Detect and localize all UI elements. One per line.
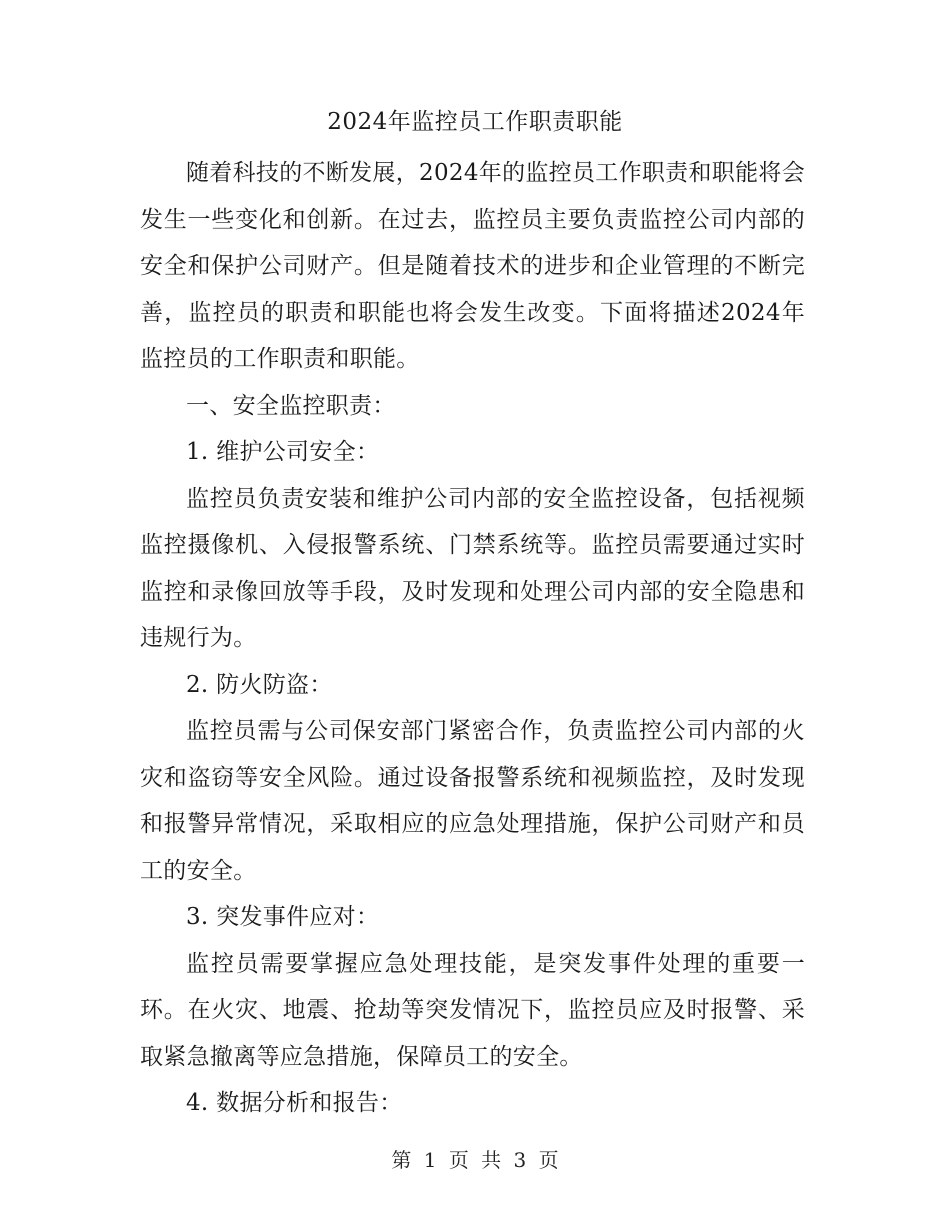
item-heading-emergency: 3. 突发事件应对： xyxy=(186,904,380,930)
document-body xyxy=(140,150,805,1127)
item-paragraph-emergency: 监控员需要掌握应急处理技能，是突发事件处理的重要一环。在火灾、地震、抢劫等突发情况下，监控员应及时报警、采取紧急撤离等应急措施，保障员工的安全。 xyxy=(140,950,805,1070)
intro-paragraph: 随着科技的不断发展，2024年的监控员工作职责和职能将会发生一些变化和创新。在过去，监控员主要负责监控公司内部的安全和保护公司财产。但是随着技术的进步和企业管理的不断完善，监控员的职责和职能也将会发生改变。下面将描述2024年监控员的工作职责和职能。 xyxy=(140,160,805,372)
page-number-footer: 第 1 页 共 3 页 xyxy=(391,1148,559,1172)
item-heading-fire-theft: 2. 防火防盗： xyxy=(186,671,333,698)
item-paragraph-fire-theft: 监控员需与公司保安部门紧密合作，负责监控公司内部的火灾和盗窃等安全风险。通过设备报警系统和视频监控，及时发现和报警异常情况，采取相应的应急处理措施，保护公司财产和员工的安全。 xyxy=(140,718,805,884)
document-title: 2024年监控员工作职责职能 xyxy=(327,109,623,135)
item-heading-company-safety: 1. 维护公司安全： xyxy=(186,439,380,465)
section-heading-safety: 一、安全监控职责： xyxy=(186,392,396,419)
item-heading-data-analysis: 4. 数据分析和报告： xyxy=(186,1090,403,1116)
item-paragraph-company-safety: 监控员负责安装和维护公司内部的安全监控设备，包括视频监控摄像机、入侵报警系统、门禁系统等。监控员需要通过实时监控和录像回放等手段，及时发现和处理公司内部的安全隐患和违规行为。 xyxy=(140,485,805,651)
